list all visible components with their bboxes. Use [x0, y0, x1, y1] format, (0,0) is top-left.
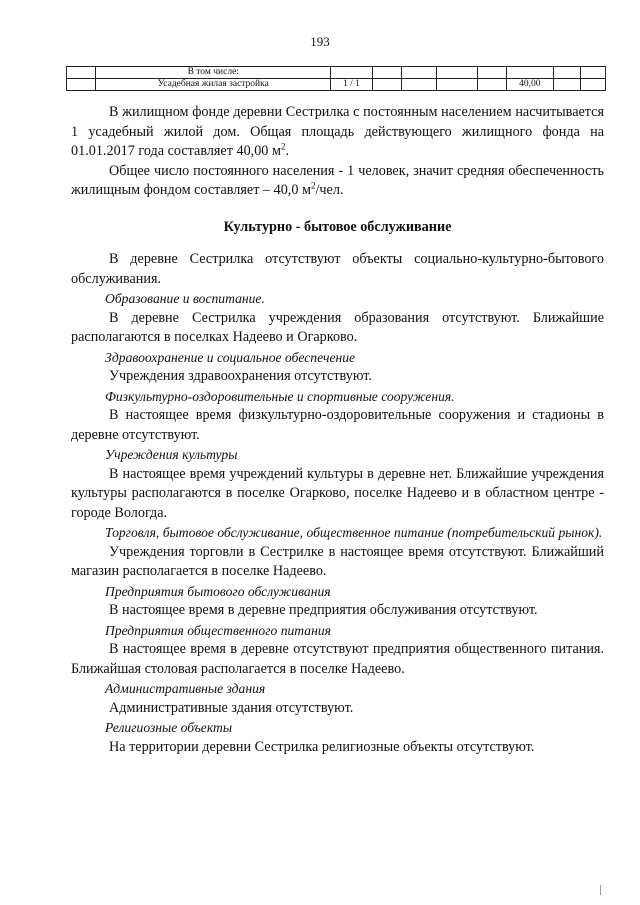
admin-title: Административные здания: [105, 681, 266, 696]
table-cell-label: В том числе:: [96, 67, 331, 79]
superscript: 2: [280, 141, 286, 152]
housing-table: [66, 66, 606, 91]
superscript: 2: [310, 180, 316, 191]
sport-title: Физкультурно-оздоровительные и спортивные сооружения.: [105, 388, 455, 404]
table-cell: [372, 79, 401, 91]
table-cell: [506, 67, 553, 79]
table-cell: [553, 79, 580, 91]
admin-text: Административные здания отсутствуют.: [109, 699, 354, 716]
document-body: [71, 103, 604, 757]
table-row-estate: [67, 79, 606, 91]
services-title: Предприятия бытового обслуживания: [105, 583, 331, 599]
table-cell: [401, 79, 436, 91]
paragraph-text-end: /чел.: [315, 182, 344, 198]
table-cell: [67, 79, 96, 91]
table-cell: [436, 79, 477, 91]
religion-title: Религиозные объекты: [105, 720, 233, 735]
housing-paragraph-2: [71, 162, 604, 201]
table-cell-area: 40,00: [506, 79, 553, 91]
health-title: Здравоохранение и социальное обеспечение: [105, 349, 356, 365]
table-cell-count: 1 / 1: [331, 79, 372, 91]
table-cell-label: Усадебная жилая застройка: [96, 79, 331, 91]
education-text: В деревне Сестрилка учреждения образования отсутствуют. Ближайшие располагаются в поселках Надеево и Огарково.: [71, 309, 604, 345]
table-cell: [401, 67, 436, 79]
table-cell: [553, 67, 580, 79]
sport-text: В настоящее время физкультурно-оздоровительные сооружения и стадионы в деревне отсутствуют.: [71, 407, 604, 443]
table-cell: [477, 79, 506, 91]
table-cell: [67, 67, 96, 79]
trade-title: Торговля, бытовое обслуживание, общественное питание (потребительский рынок).: [105, 525, 603, 540]
table-cell: [331, 67, 372, 79]
table-cell: [436, 67, 477, 79]
section-heading: Культурно - бытовое обслуживание: [223, 218, 452, 235]
health-text: Учреждения здравоохранения отсутствуют.: [109, 368, 372, 384]
religion-text: На территории деревни Сестрилка религиозные объекты отсутствуют.: [109, 738, 535, 755]
page-number: 193: [310, 34, 330, 49]
table-cell: [477, 67, 506, 79]
intro-paragraph: В деревне Сестрилка отсутствуют объекты социально-культурно-бытового обслуживания.: [71, 251, 604, 287]
table-cell: [580, 67, 605, 79]
table-cell: [580, 79, 605, 91]
services-text: В настоящее время в деревне предприятия обслуживания отсутствуют.: [109, 602, 538, 618]
culture-title: Учреждения культуры: [105, 447, 238, 462]
table-row-including: [67, 67, 606, 79]
culture-text: В настоящее время учреждений культуры в деревне нет. Ближайшие учреждения культуры располагаются в поселке Огарково, поселке Надеево и в областном центре - городе Вологда.: [71, 465, 604, 521]
catering-text: В настоящее время в деревне отсутствуют предприятия общественного питания. Ближайшая столовая располагается в поселке Надеево.: [71, 641, 604, 677]
paragraph-text: В жилищном фонде деревни Сестрилка с постоянным населением насчитывается 1 усадебный жилой дом. Общая площадь действующего жилищного фонда на 01.01.2017 года составляет 40,00 м: [71, 104, 604, 159]
table-cell: [372, 67, 401, 79]
paragraph-text: Общее число постоянного населения - 1 человек, значит средняя обеспеченность жилищным фондом составляет – 40,0 м: [71, 162, 604, 198]
scan-mark: [600, 885, 601, 895]
education-title: Образование и воспитание.: [105, 291, 265, 306]
paragraph-text-end: .: [285, 143, 289, 159]
catering-title: Предприятия общественного питания: [105, 622, 331, 638]
trade-text: Учреждения торговли в Сестрилке в настоящее время отсутствуют. Ближайший магазин располагается в поселке Надеево.: [71, 543, 604, 579]
housing-paragraph-1: [71, 103, 604, 162]
